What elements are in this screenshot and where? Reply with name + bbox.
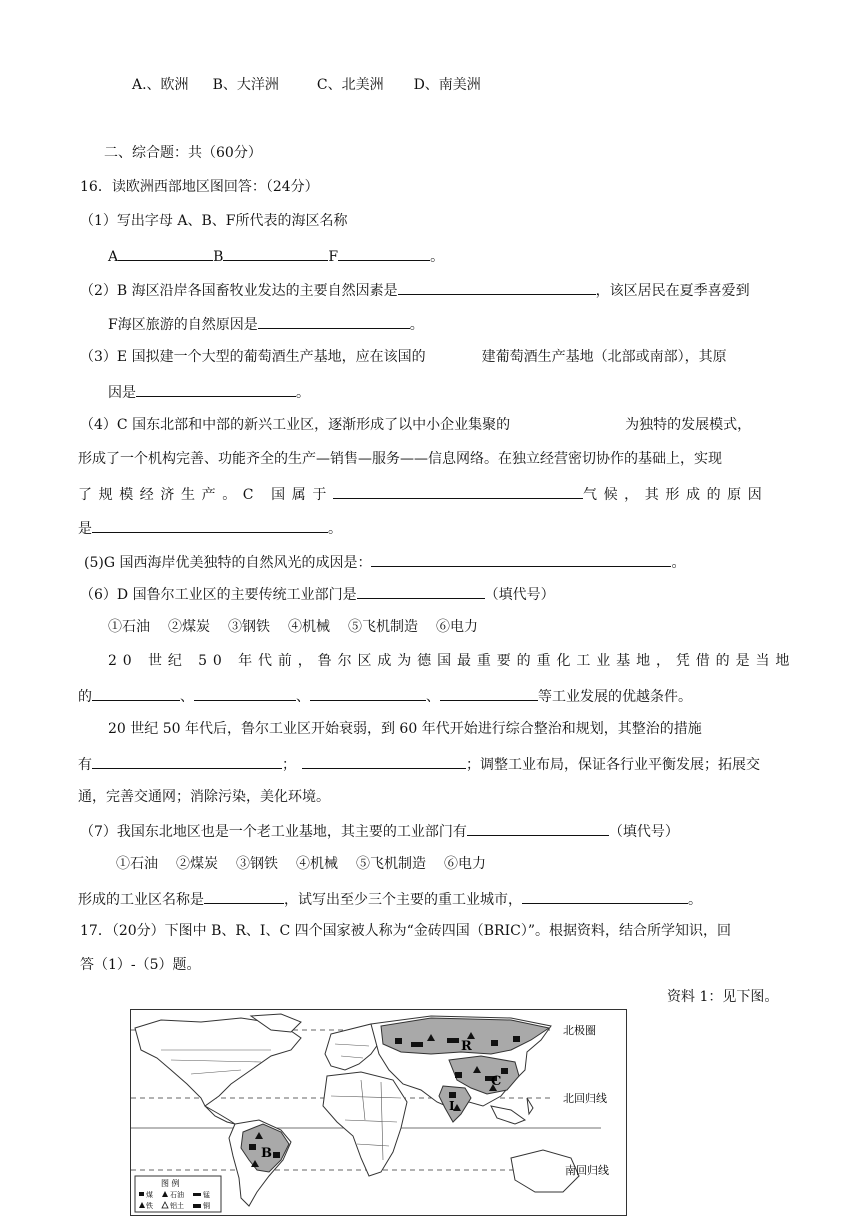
label-tropic-cancer: 北回归线	[563, 1092, 607, 1105]
answer-blank-f[interactable]	[338, 245, 430, 261]
world-map-svg	[131, 1010, 626, 1215]
north-america	[135, 1018, 301, 1106]
option-steel: ③钢铁	[236, 856, 278, 872]
q16-part4-line4	[78, 517, 342, 539]
q16-p6-text-d: 的	[78, 689, 92, 705]
q16-p3-text-c: 因是	[108, 385, 136, 401]
q16-part6-line5	[78, 753, 760, 775]
q16-part7-line1	[80, 820, 679, 842]
answer-blank-p6-c[interactable]	[310, 685, 426, 701]
answer-blank-p2-1[interactable]	[398, 279, 596, 295]
option-power: ⑥电力	[444, 856, 486, 872]
q16-p7-text-b: （填代号）	[608, 824, 679, 840]
period: 。	[296, 385, 310, 401]
india-highlight	[439, 1086, 471, 1122]
world-map	[130, 1009, 627, 1216]
q17-line2: 答（1）-（5）题。	[80, 957, 201, 973]
q16-p4-text-b: 为独特的发展模式，	[625, 417, 752, 433]
q16-p4-text-d: 了规模经济生产。C 国属于	[78, 487, 333, 503]
separator: ；	[282, 757, 296, 773]
q16-p3-text-b: 建葡萄酒生产基地（北部或南部），其原	[481, 349, 727, 365]
label-tropic-capricorn: 南回归线	[565, 1164, 609, 1177]
blank-label-b: B	[213, 249, 224, 265]
q16-part7-line3	[78, 888, 702, 910]
answer-blank-p7-1[interactable]	[467, 820, 609, 836]
q16-p4-text-e: 气候，其形成的原因	[582, 487, 769, 503]
q16-part6-line4: 20 世纪 50 年代后，鲁尔工业区开始衰弱，到 60 年代开始进行综合整治和规划，其整治的措施	[108, 721, 702, 737]
q16-p3-text: （3）E 国拟建一个大型的葡萄酒生产基地，应在该国的	[80, 349, 426, 365]
answer-blank-p4-reason[interactable]	[92, 517, 328, 533]
answer-blank-p6-measure2[interactable]	[302, 753, 466, 769]
q16-part4-line2: 形成了一个机构完善、功能齐全的生产—销售—服务——信息网络。在独立经营密切协作的基础上，实现	[78, 451, 722, 467]
q17-reference: 资料 1：见下图。	[667, 989, 779, 1005]
q16-part3-line1	[80, 347, 727, 367]
blank-label-a: A	[108, 249, 119, 265]
answer-blank-p6-a[interactable]	[92, 685, 180, 701]
q16-p5-text: (5)G 国西海岸优美独特的自然风光的成因是：	[84, 555, 372, 571]
q16-part6-options	[108, 617, 478, 637]
label-arctic-circle: 北极圈	[563, 1024, 596, 1037]
legend-oil: 石油	[170, 1191, 184, 1199]
q16-part6-line3	[78, 685, 692, 707]
separator: 、	[296, 689, 310, 705]
q16-p4-text: （4）C 国东北部和中部的新兴工业区，逐渐形成了以中小企业集聚的	[80, 417, 511, 433]
answer-blank-p2-2[interactable]	[258, 313, 410, 329]
q16-title: 16．读欧洲西部地区图回答：（24分）	[80, 179, 319, 195]
option-machinery: ④机械	[296, 856, 338, 872]
period: 。	[409, 317, 424, 333]
answer-blank-p7-cities[interactable]	[522, 888, 688, 904]
q16-part1-blanks	[108, 245, 444, 267]
q16-p7-text-c: 形成的工业区名称是	[78, 892, 204, 908]
q16-p6-text-e: 等工业发展的优越条件。	[538, 689, 692, 705]
q16-part6-line2: 20 世纪 50 年代前，鲁尔区成为德国最重要的重化工业基地，凭借的是当地	[108, 653, 796, 669]
legend-manganese: 锰	[203, 1191, 210, 1199]
q16-p6-text-g: 有	[78, 757, 92, 773]
q16-p6-text-h: ；调整工业布局，保证各行业平衡发展；拓展交	[466, 757, 760, 773]
q16-p2-text: （2）B 海区沿岸各国畜牧业发达的主要自然因素是	[80, 283, 398, 299]
option-oil: ①石油	[116, 856, 158, 872]
legend-coal: 煤	[146, 1191, 153, 1199]
option-aircraft: ⑤飞机制造	[356, 856, 426, 872]
q16-p4-text-f: 是	[78, 521, 92, 537]
q16-part6-line6: 通，完善交通网；消除污染，美化环境。	[78, 789, 330, 805]
q16-p7-text: （7）我国东北地区也是一个老工业基地，其主要的工业部门有	[80, 824, 467, 840]
label-brazil: B	[261, 1146, 272, 1161]
option-coal: ②煤炭	[168, 619, 210, 635]
option-machinery: ④机械	[288, 619, 330, 635]
period: 。	[430, 249, 445, 265]
period: 。	[328, 521, 342, 537]
answer-blank-p5[interactable]	[371, 551, 671, 567]
answer-blank-p4-climate[interactable]	[333, 483, 583, 499]
section2-title: 二、综合题：共（60分）	[104, 145, 262, 161]
answer-blank-p7-region[interactable]	[204, 888, 284, 904]
option-power: ⑥电力	[436, 619, 478, 635]
option-steel: ③钢铁	[228, 619, 270, 635]
blank-label-f: F	[328, 249, 339, 265]
q16-p6-text-b: （填代号）	[484, 587, 555, 603]
central-america	[205, 1106, 235, 1124]
period: 。	[688, 892, 702, 908]
option-oil: ①石油	[108, 619, 150, 635]
legend-iron: 铁	[146, 1202, 153, 1210]
q15-options	[132, 75, 481, 95]
answer-blank-a[interactable]	[118, 245, 213, 261]
legend-title: 图 例	[161, 1179, 180, 1188]
option-coal: ②煤炭	[176, 856, 218, 872]
q16-part5	[84, 551, 685, 573]
answer-blank-b[interactable]	[223, 245, 328, 261]
label-russia: R	[461, 1039, 472, 1054]
answer-blank-p6-b[interactable]	[194, 685, 296, 701]
q17-line1: 17．（20分）下图中 B、R、I、C 四个国家被人称为“金砖四国（BRIC）”。根据资料，结合所学知识，回	[80, 923, 731, 939]
label-india: I	[449, 1099, 455, 1113]
q16-part1: （1）写出字母 A、B、F所代表的海区名称	[80, 213, 348, 229]
q15-option-a: A.、欧洲	[132, 77, 189, 93]
q16-part3-line2	[108, 381, 310, 403]
separator: 、	[180, 689, 194, 705]
q16-part4-line1	[80, 415, 751, 435]
q16-part4-line3	[78, 483, 768, 505]
q16-p7-text-d: ，试写出至少三个主要的重工业城市，	[284, 892, 522, 908]
q16-part7-options	[116, 854, 486, 874]
q16-p2-text-b: ，该区居民在夏季喜爱到	[595, 283, 750, 299]
q15-option-b: B、大洋洲	[212, 77, 279, 93]
q16-part6-line1	[80, 583, 555, 605]
separator: 、	[426, 689, 440, 705]
africa	[323, 1072, 407, 1176]
q16-part2-line1	[80, 279, 750, 301]
label-china: C	[491, 1074, 502, 1089]
map-legend	[135, 1176, 221, 1212]
answer-blank-p3[interactable]	[136, 381, 296, 397]
option-aircraft: ⑤飞机制造	[348, 619, 418, 635]
period: 。	[671, 555, 686, 571]
q16-part2-line2	[108, 313, 424, 335]
legend-bauxite: 铝土	[170, 1202, 184, 1210]
answer-blank-p6-1[interactable]	[357, 583, 485, 599]
answer-blank-p6-d[interactable]	[440, 685, 538, 701]
legend-copper: 铜	[203, 1202, 210, 1210]
q16-p6-text: （6）D 国鲁尔工业区的主要传统工业部门是	[80, 587, 357, 603]
answer-blank-p6-measure1[interactable]	[92, 753, 282, 769]
q15-option-d: D、南美洲	[413, 77, 481, 93]
southeast-asia	[491, 1098, 533, 1124]
q15-option-c: C、北美洲	[316, 77, 384, 93]
q16-p2-text-c: F海区旅游的自然原因是	[108, 317, 258, 333]
